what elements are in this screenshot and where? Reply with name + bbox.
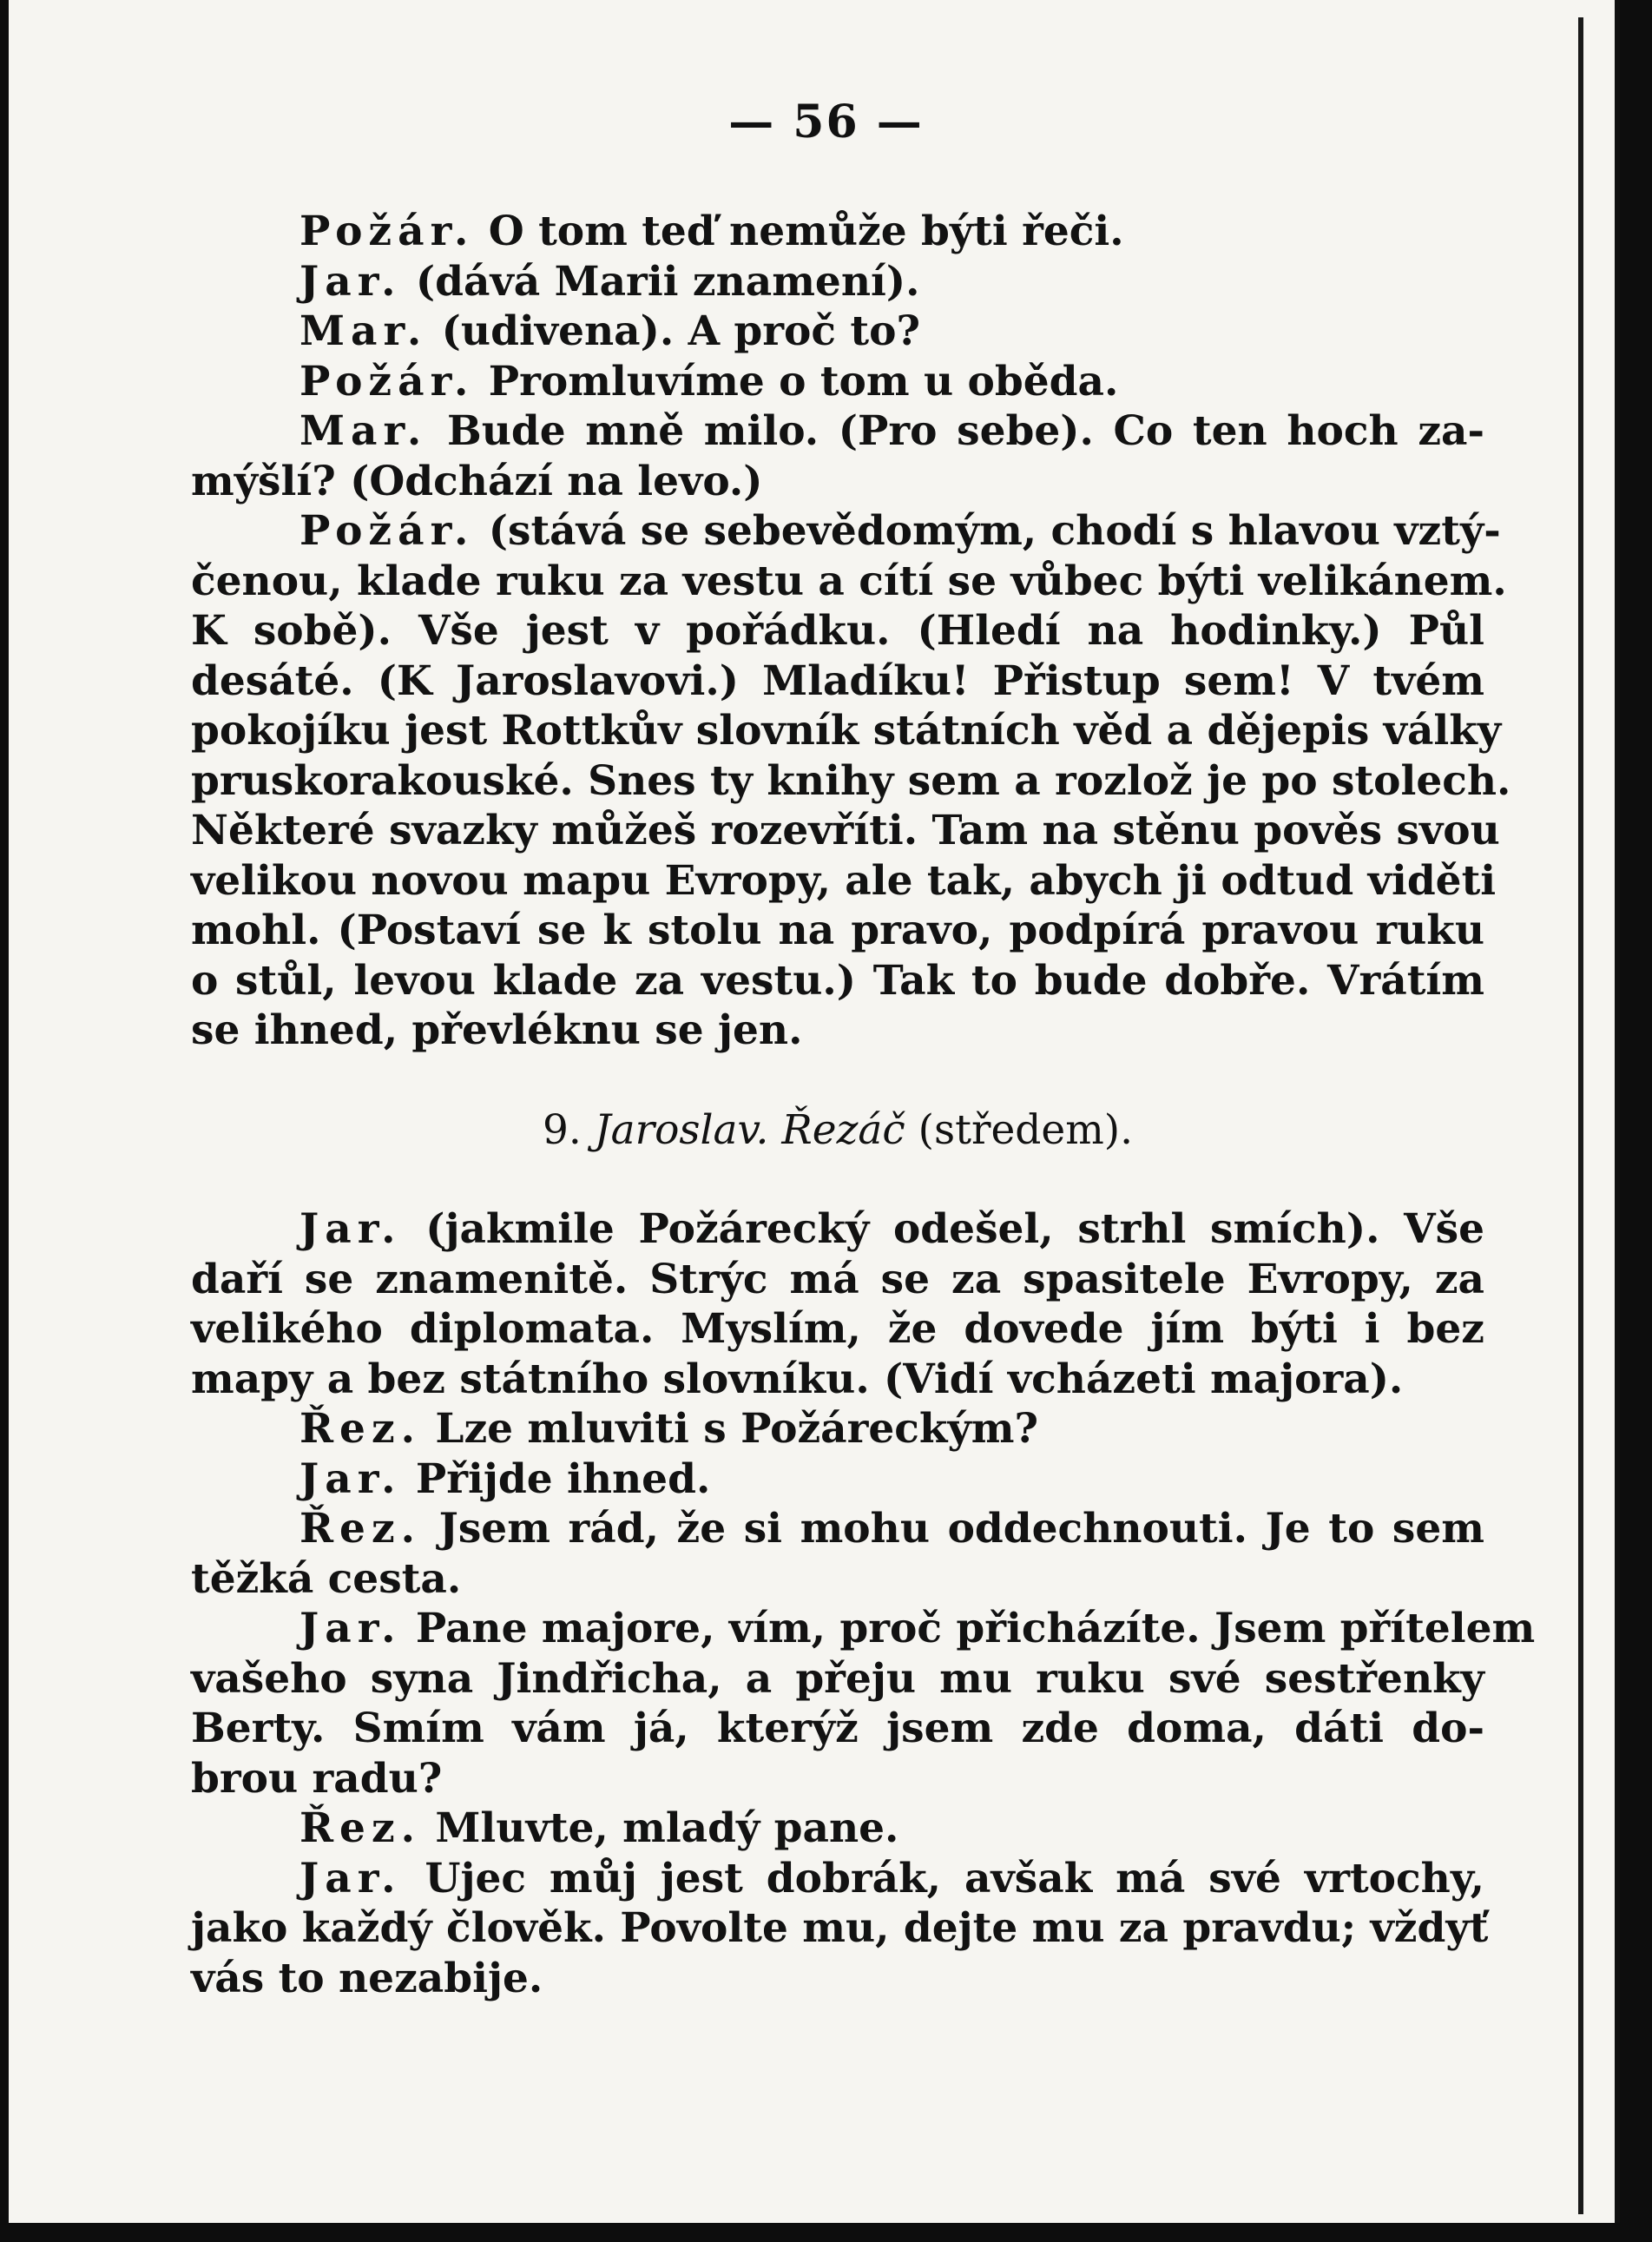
text-line: mapy a bez státního slovníku. (Vidí vcházeti majora). (191, 1355, 1404, 1403)
text-line: Mar. (udivena). A proč to? (299, 307, 920, 355)
section-heading: 9. Jaroslav. Řezáč (středem). (542, 1105, 1134, 1154)
text-line: Mar. Bude mně milo. (Pro sebe). Co ten hoch za- (299, 407, 1484, 455)
text-line: vašeho syna Jindřicha, a přeju mu ruku své sestřenky (191, 1654, 1484, 1703)
text-line: Jar. Ujec můj jest dobrák, avšak má své vrtochy, (299, 1854, 1484, 1902)
text-line: čenou, klade ruku za vestu a cítí se vůbec býti velikánem. (191, 557, 1507, 605)
text-line: Některé svazky můžeš rozevříti. Tam na stěnu pověs svou (191, 807, 1500, 854)
text-line: Řez. Jsem rád, že si mohu oddechnouti. Je to sem (299, 1505, 1484, 1553)
text-line: Řez. Mluvte, mladý pane. (299, 1804, 899, 1852)
text-line: o stůl, levou klade za vestu.) Tak to bude dobře. Vrátím (191, 956, 1484, 1005)
text-line: brou radu? (191, 1754, 443, 1803)
text-line: Řez. Lze mluviti s Požáreckým? (299, 1405, 1039, 1453)
text-line: Požár. (stává se sebevědomým, chodí s hlavou vztý- (299, 507, 1501, 555)
text-line: Jar. (dává Marii znamení). (299, 257, 920, 306)
text-line: daří se znamenitě. Strýc má se za spasitele Evropy, za (191, 1255, 1484, 1303)
text-line: Berty. Smím vám já, kterýž jsem zde doma, dáti do- (191, 1705, 1484, 1752)
text-line: jako každý člověk. Povolte mu, dejte mu za pravdu; vždyť (191, 1904, 1489, 1952)
text-line: vás to nezabije. (191, 1954, 543, 2002)
text-line: Požár. Promluvíme o tom u oběda. (299, 357, 1119, 406)
text-line: Jar. (jakmile Požárecký odešel, strhl smích). Vše (299, 1205, 1484, 1253)
text-line: těžká cesta. (191, 1554, 462, 1603)
text-line: Jar. Přijde ihned. (299, 1454, 711, 1503)
text-line: K sobě). Vše jest v pořádku. (Hledí na hodinky.) Půl (191, 607, 1484, 655)
text-line: pruskorakouské. Snes ty knihy sem a rozlož je po stolech. (191, 756, 1511, 805)
page-number: — 56 — (728, 96, 924, 148)
text-line: mohl. (Postaví se k stolu na pravo, podpírá pravou ruku (191, 907, 1484, 954)
text-line: Jar. Pane majore, vím, proč přicházíte. Jsem přítelem (299, 1605, 1536, 1652)
page-edge (1578, 17, 1583, 2214)
text-line: pokojíku jest Rottkův slovník státních věd a dějepis války (191, 707, 1502, 755)
text-line: mýšlí? (Odchází na levo.) (191, 457, 763, 505)
text-line: Požár. O tom teď nemůže býti řeči. (299, 208, 1124, 255)
text-line: velikou novou mapu Evropy, ale tak, abych ji odtud viděti (191, 856, 1497, 905)
text-line: se ihned, převléknu se jen. (191, 1006, 803, 1054)
page-text (191, 207, 1536, 2003)
text-line: desáté. (K Jaroslavovi.) Mladíku! Přistup sem! V tvém (191, 656, 1484, 705)
text-line: velikého diplomata. Myslím, že dovede jím býti i bez (191, 1305, 1484, 1353)
